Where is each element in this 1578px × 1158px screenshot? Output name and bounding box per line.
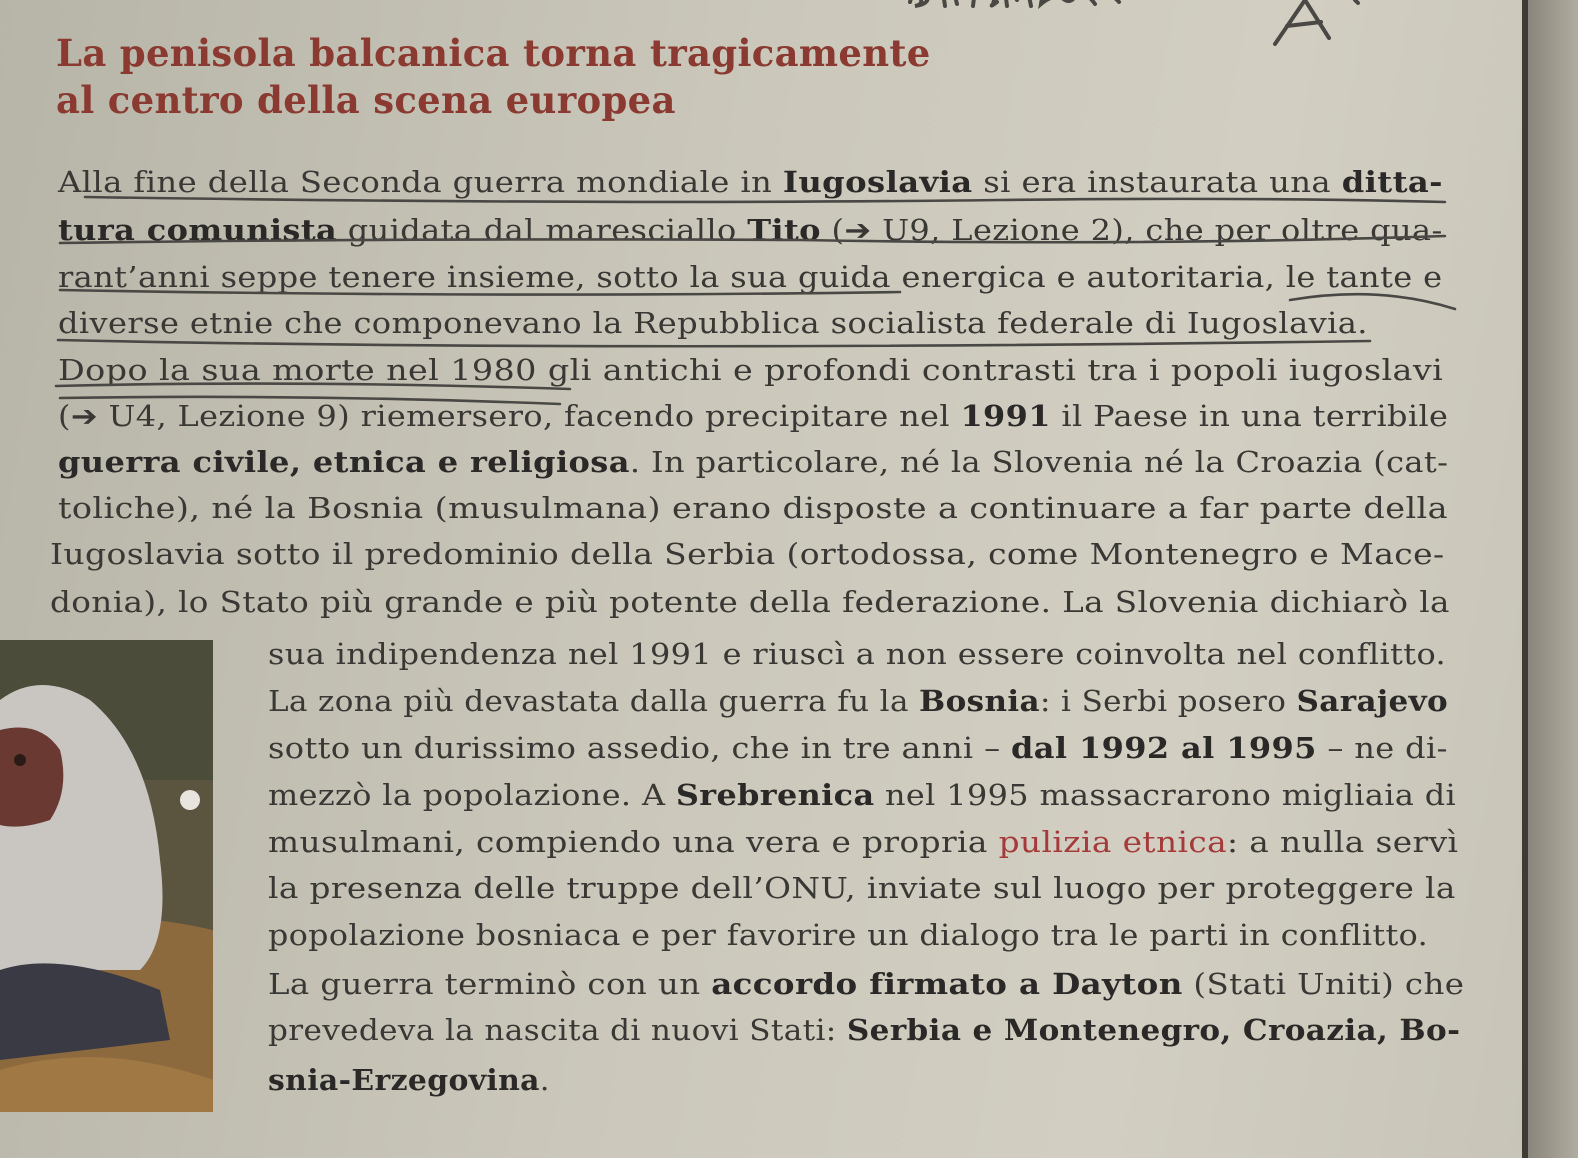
text-segment: sotto un durissimo assedio, che in tre anni –: [268, 731, 1012, 765]
text-segment: prevedeva la nascita di nuovi Stati:: [268, 1013, 847, 1047]
bold-term: accordo firmato a Dayton: [711, 967, 1183, 1001]
text-segment: mezzò la popolazione. A: [268, 778, 676, 812]
text-line: [58, 303, 1368, 343]
text-line: [58, 488, 1448, 528]
text-segment: – ne di-: [1316, 731, 1448, 765]
bold-term: dal 1992 al 1995: [1011, 731, 1317, 765]
text-line: [268, 915, 1428, 955]
text-line: [268, 964, 1464, 1004]
text-segment: (Stati Uniti) che: [1182, 967, 1465, 1001]
text-segment: Dopo la sua morte nel 1980 gli antichi e profondi contrasti tra i popoli iugoslavi: [58, 353, 1444, 387]
text-segment: : a nulla servì: [1227, 825, 1459, 859]
text-line: [58, 257, 1442, 297]
text-line: [268, 728, 1448, 768]
photo-illustration: [0, 640, 213, 1112]
text-line: [268, 1060, 550, 1100]
handwritten-note: [905, 0, 1375, 57]
text-line: [50, 582, 1450, 622]
bold-term: Iugoslavia: [782, 165, 973, 199]
text-segment: Alla fine della Seconda guerra mondiale in: [58, 165, 783, 199]
text-line: [268, 681, 1448, 721]
text-segment: rant’anni seppe tenere insieme, sotto la sua guida energica e autoritaria, le tante e: [58, 260, 1443, 294]
text-segment: (➔ U9, Lezione 2), che per oltre qua-: [820, 213, 1443, 247]
text-segment: .: [539, 1063, 550, 1097]
bold-term: guerra civile, etnica e religiosa: [58, 445, 630, 479]
heading-line-2: al centro della scena europea: [56, 78, 676, 122]
text-line: [268, 822, 1458, 862]
bold-term: snia-Erzegovina: [268, 1063, 540, 1097]
text-segment: popolazione bosniaca e per favorire un dialogo tra le parti in conflitto.: [268, 918, 1429, 952]
text-segment: . In particolare, né la Slovenia né la Croazia (cat-: [629, 445, 1449, 479]
text-segment: guidata dal maresciallo: [337, 213, 748, 247]
bold-term: ditta-: [1341, 165, 1443, 199]
section-heading: [56, 30, 931, 124]
text-line: [268, 634, 1446, 674]
text-line: [50, 534, 1445, 574]
text-segment: La zona più devastata dalla guerra fu la: [268, 684, 920, 718]
highlighted-term: pulizia etnica: [998, 825, 1228, 859]
bold-term: Tito: [747, 213, 821, 247]
text-line: [58, 162, 1443, 202]
text-segment: sua indipendenza nel 1991 e riuscì a non essere coinvolta nel conflitto.: [268, 637, 1447, 671]
text-line: [58, 442, 1448, 482]
text-segment: : i Serbi posero: [1040, 684, 1297, 718]
text-segment: toliche), né la Bosnia (musulmana) erano disposte a continuare a far parte della: [58, 491, 1449, 525]
text-segment: la presenza delle truppe dell’ONU, inviate sul luogo per proteggere la: [268, 871, 1456, 905]
bold-term: Serbia e Montenegro, Croazia, Bo-: [846, 1013, 1461, 1047]
text-segment: La guerra terminò con un: [268, 967, 712, 1001]
text-line: [58, 350, 1443, 390]
heading-line-1: La penisola balcanica torna tragicamente: [56, 31, 931, 75]
bold-term: tura comunista: [58, 213, 338, 247]
text-segment: Iugoslavia sotto il predominio della Serbia (ortodossa, come Montenegro e Mace-: [50, 537, 1445, 571]
bold-term: Srebrenica: [675, 778, 875, 812]
text-line: [58, 210, 1443, 250]
text-line: [268, 868, 1456, 908]
text-line: [268, 775, 1456, 815]
text-segment: nel 1995 massacrarono migliaia di: [874, 778, 1457, 812]
text-line: [268, 1010, 1460, 1050]
photo-woman-headscarf: [0, 640, 213, 1112]
text-segment: (➔ U4, Lezione 9) riemersero, facendo precipitare nel: [58, 399, 961, 433]
bold-term: Sarajevo: [1296, 684, 1449, 718]
text-segment: donia), lo Stato più grande e più potente della federazione. La Slovenia dichiarò la: [50, 585, 1450, 619]
text-segment: si era instaurata una: [972, 165, 1342, 199]
bold-term: Bosnia: [919, 684, 1041, 718]
text-segment: diverse etnie che componevano la Repubblica socialista federale di Iugoslavia.: [58, 306, 1368, 340]
bold-term: 1991: [960, 399, 1051, 433]
text-segment: musulmani, compiendo una vera e propria: [268, 825, 999, 859]
adjacent-page: [1528, 0, 1578, 1158]
text-line: [58, 396, 1448, 436]
text-segment: il Paese in una terribile: [1050, 399, 1449, 433]
